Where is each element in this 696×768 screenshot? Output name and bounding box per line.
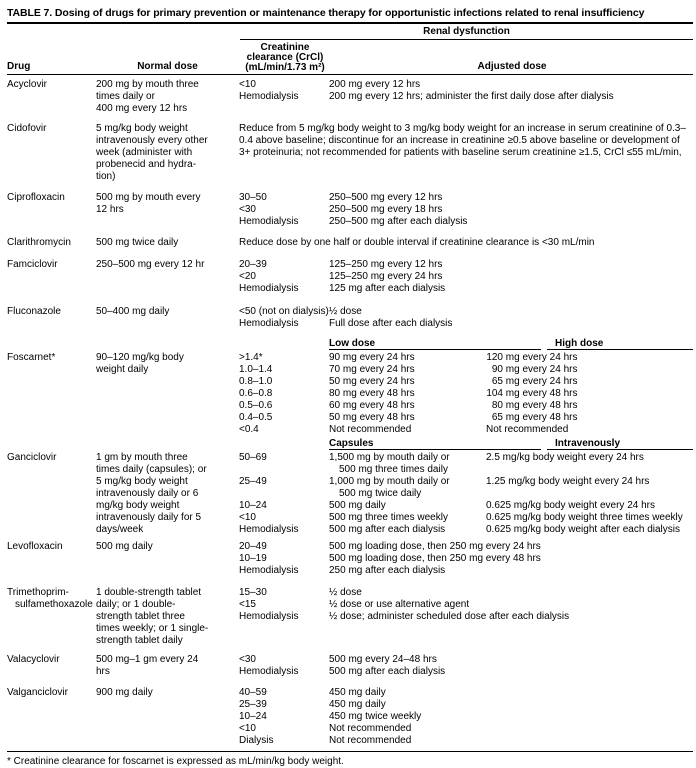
text-line: sulfamethoxazole (15, 599, 93, 610)
drug-entry (7, 654, 693, 678)
text-line: times weekly; or 1 single- (96, 623, 209, 634)
dose-row (239, 306, 693, 318)
crcl-value: 15–30 (239, 587, 267, 598)
crcl-value: Hemodialysis (239, 611, 299, 622)
dose-row (239, 553, 693, 565)
renal-dysfunction-cell (239, 587, 693, 623)
adjusted-dose: 200 mg every 12 hrs; administer the first daily dose after dialysis (329, 91, 614, 102)
dose-col2-value: 0.625 mg/kg body weight every 24 hrs (486, 500, 655, 511)
text-line: Not recommended (329, 424, 412, 435)
crcl-value: Hemodialysis (239, 666, 299, 677)
renal-dysfunction-cell (239, 541, 693, 577)
text-line: daily; or 1 double- (96, 599, 176, 610)
drug-name (7, 339, 96, 364)
adjusted-dose-note: 3+ proteinuria; not recommended for patients with baseline serum creatinine ≥1.5, CrCl ≤55 mL/min, (239, 147, 682, 158)
adjusted-dose: ½ dose (329, 587, 362, 598)
dose-row (239, 424, 693, 436)
dose-row (239, 687, 693, 699)
col-header-normal-dose: Normal dose (137, 61, 198, 72)
adjusted-dose: 125–250 mg every 24 hrs (329, 271, 443, 282)
drug-name (7, 541, 96, 553)
crcl-value: <50 (not on dialysis) (239, 306, 329, 317)
text-line: 5 mg/kg body weight (96, 476, 188, 487)
text-line: 90 mg every 24 hrs (329, 352, 415, 363)
drug-entry (7, 306, 693, 330)
crcl-value: 0.5–0.6 (239, 400, 273, 411)
text-line: strength tablet three (96, 611, 185, 622)
text-line: 500 mg twice daily (96, 237, 179, 248)
text-line: 60 mg every 48 hrs (329, 400, 415, 411)
crcl-value: <10 (239, 723, 256, 734)
drug-name (7, 123, 96, 135)
text-line: 80 mg every 48 hrs (329, 388, 415, 399)
text-line: 1 double-strength tablet (96, 587, 202, 598)
text-line: strength tablet daily (96, 635, 183, 646)
normal-dose (96, 123, 239, 183)
dose-col1-value (329, 452, 486, 476)
text-line: Valacyclovir (7, 654, 60, 665)
text-line: 50 mg every 24 hrs (329, 376, 415, 387)
col-header-adjusted-dose: Adjusted dose (477, 61, 547, 72)
dose-col2-value: 65 mg every 48 hrs (486, 412, 693, 424)
drug-name (7, 439, 96, 464)
dose-row (239, 565, 693, 577)
adjusted-dose: Full dose after each dialysis (329, 318, 453, 329)
drug-name (7, 79, 96, 91)
renal-dysfunction-cell (239, 192, 693, 228)
dose-row (239, 512, 693, 524)
dose-col1-value (329, 424, 486, 436)
crcl-value: <0.4 (239, 424, 259, 435)
dose-row (239, 723, 693, 735)
text-line: times daily (capsules); or (96, 464, 207, 475)
text-line: 12 hrs (96, 204, 124, 215)
adjusted-dose: Not recommended (329, 723, 412, 734)
dose-col1-value (329, 376, 486, 388)
dose-col1-value (329, 400, 486, 412)
text-line: 5 mg/kg body weight (96, 123, 188, 134)
crcl-value: <15 (239, 599, 256, 610)
dose-row (239, 412, 693, 424)
text-line: 500 mg daily (96, 541, 153, 552)
text-line: Acyclovir (7, 79, 48, 90)
dose-row (239, 216, 693, 228)
renal-dysfunction-cell (239, 79, 693, 103)
adjusted-dose: 500 mg loading dose, then 250 mg every 24 hrs (329, 541, 541, 552)
crcl-header-line: (mL/min/1.73 m²) (245, 62, 325, 73)
dose-row (239, 587, 693, 599)
text-line: 500 mg after each dialysis (329, 524, 446, 535)
crcl-value: 50–69 (239, 452, 267, 463)
dose-row (239, 611, 693, 623)
renal-dysfunction-cell (239, 306, 693, 330)
text-line: times daily or (96, 91, 155, 102)
text-line: Ganciclovir (7, 452, 57, 463)
dose-col2-value: 104 mg every 48 hrs (486, 388, 578, 399)
dose-row (239, 541, 693, 553)
dose-row (239, 666, 693, 678)
text-line: 500 mg three times weekly (329, 512, 448, 523)
renal-dysfunction-group-header: Renal dysfunction (240, 26, 693, 40)
dose-col1-value (329, 412, 486, 424)
crcl-value: Hemodialysis (239, 318, 299, 329)
dose-col2-value: Not recommended (486, 424, 569, 435)
text-line: intravenously every other (96, 135, 208, 146)
text-line: 1 gm by mouth three (96, 452, 188, 463)
dose-row (239, 364, 693, 376)
normal-dose (96, 306, 239, 318)
crcl-value: Hemodialysis (239, 91, 299, 102)
dose-col1-value (329, 364, 486, 376)
text-line: Ciprofloxacin (7, 192, 65, 203)
dose-row (239, 699, 693, 711)
adjusted-dose: 250–500 mg every 12 hrs (329, 192, 443, 203)
crcl-value: <20 (239, 271, 256, 282)
table-body (7, 79, 693, 747)
sub-col-header: Capsules (329, 439, 541, 450)
drug-name (7, 654, 96, 666)
text-line: tion) (96, 171, 116, 182)
adjusted-dose: 250–500 mg every 18 hrs (329, 204, 443, 215)
dose-number: 120 (486, 352, 503, 363)
drug-entry (7, 259, 693, 295)
drug-entry (7, 123, 693, 183)
dose-row (239, 259, 693, 271)
text-line: Foscarnet* (7, 352, 56, 363)
dose-number: 65 (491, 376, 503, 387)
dose-col1-value (329, 388, 486, 400)
drug-entry (7, 687, 693, 747)
renal-dysfunction-cell (239, 687, 693, 747)
crcl-value: Hemodialysis (239, 216, 299, 227)
dose-row (239, 271, 693, 283)
crcl-value: 10–24 (239, 500, 267, 511)
drug-name (7, 192, 96, 204)
text-line: mg/kg body weight (96, 500, 180, 511)
crcl-value: Hemodialysis (239, 524, 299, 535)
crcl-value: 25–49 (239, 476, 267, 487)
crcl-value: 20–49 (239, 541, 267, 552)
dose-row (239, 376, 693, 388)
normal-dose (96, 654, 239, 678)
text-line: Fluconazole (7, 306, 61, 317)
dose-col1-value (329, 352, 486, 364)
adjusted-dose: Not recommended (329, 735, 412, 746)
crcl-value: 0.6–0.8 (239, 388, 273, 399)
dose-row (239, 654, 693, 666)
col-header-drug: Drug (7, 61, 31, 72)
adjusted-dose: 125–250 mg every 12 hrs (329, 259, 443, 270)
normal-dose (96, 587, 239, 647)
adjusted-dose-note: Reduce dose by one half or double interval if creatinine clearance is <30 mL/min (239, 237, 595, 248)
dose-row (239, 500, 693, 512)
text-line: 500 mg by mouth every (96, 192, 201, 203)
crcl-value: 10–24 (239, 711, 267, 722)
adjusted-dose: ½ dose (329, 306, 362, 317)
crcl-value: <10 (239, 512, 256, 523)
dose-row (239, 318, 693, 330)
adjusted-dose: 500 mg loading dose, then 250 mg every 48 hrs (329, 553, 541, 564)
renal-dysfunction-cell (239, 654, 693, 678)
crcl-value: <10 (239, 79, 256, 90)
crcl-value: >1.4* (239, 352, 263, 363)
text-line: Valganciclovir (7, 687, 68, 698)
crcl-value: 40–59 (239, 687, 267, 698)
adjusted-dose: 250 mg after each dialysis (329, 565, 446, 576)
drug-entry (7, 339, 693, 436)
adjusted-dose: 450 mg twice weekly (329, 711, 422, 722)
sub-column-headers (329, 339, 693, 350)
adjusted-dose: 500 mg after each dialysis (329, 666, 446, 677)
dose-row (239, 283, 693, 295)
text-line: probenecid and hydra- (96, 159, 197, 170)
text-line: Levofloxacin (7, 541, 63, 552)
crcl-value: 0.8–1.0 (239, 376, 273, 387)
normal-dose (96, 339, 239, 376)
text-line: hrs (96, 666, 110, 677)
drug-name (7, 237, 96, 249)
crcl-header-line: clearance (CrCl) (246, 52, 324, 63)
crcl-value: 0.4–0.5 (239, 412, 273, 423)
text-line: 50 mg every 48 hrs (329, 412, 415, 423)
dose-row (239, 91, 693, 103)
crcl-value: 1.0–1.4 (239, 364, 273, 375)
dose-col1-value (329, 476, 486, 500)
drug-entry (7, 79, 693, 115)
text-line: 250–500 mg every 12 hr (96, 259, 205, 270)
crcl-value: 25–39 (239, 699, 267, 710)
crcl-value: 10–19 (239, 553, 267, 564)
normal-dose (96, 79, 239, 115)
text-line: 90–120 mg/kg body (96, 352, 184, 363)
crcl-header-line: Creatinine (260, 42, 310, 53)
dose-row (239, 204, 693, 216)
text-line: weight daily (96, 364, 149, 375)
text-line: 1,000 mg by mouth daily or (329, 476, 450, 487)
text-line: 500 mg three times daily (339, 464, 448, 475)
normal-dose (96, 541, 239, 553)
dose-col2-value: 2.5 mg/kg body weight every 24 hrs (486, 452, 644, 463)
renal-dysfunction-cell (239, 123, 693, 159)
drug-name (7, 587, 96, 611)
renal-dysfunction-cell (239, 259, 693, 295)
dose-row (239, 735, 693, 747)
text-line: 200 mg by mouth three (96, 79, 199, 90)
text-line: 50–400 mg daily (96, 306, 170, 317)
normal-dose (96, 439, 239, 536)
drug-entry (7, 192, 693, 228)
dose-row (239, 711, 693, 723)
text-line: Clarithromycin (7, 237, 71, 248)
dose-number: 80 (491, 400, 503, 411)
dose-row (239, 79, 693, 91)
adjusted-dose-note: 0.4 above baseline; discontinue for an increase in creatinine ≥0.5 above baseline or development of (239, 135, 680, 146)
column-header-row (7, 43, 693, 75)
adjusted-dose: 500 mg every 24–48 hrs (329, 654, 437, 665)
normal-dose (96, 237, 239, 249)
sub-col-header: Low dose (329, 339, 541, 350)
sub-col-header: High dose (547, 339, 693, 350)
adjusted-dose: 125 mg after each dialysis (329, 283, 446, 294)
dose-number: 90 (491, 364, 503, 375)
sub-column-headers (329, 439, 693, 450)
dose-col2-value: 1.25 mg/kg body weight every 24 hrs (486, 476, 650, 487)
dose-col2-value: 0.625 mg/kg body weight after each dialysis (486, 524, 680, 535)
adjusted-dose-note: Reduce from 5 mg/kg body weight to 3 mg/kg body weight for an increase in serum creatinine of 0.3– (239, 123, 686, 134)
dose-row (239, 524, 693, 536)
drug-name (7, 259, 96, 271)
dose-col2-value: 0.625 mg/kg body weight three times weekly (486, 512, 683, 523)
adjusted-dose: 250–500 mg after each dialysis (329, 216, 468, 227)
dose-row (239, 599, 693, 611)
drug-name (7, 306, 96, 318)
col-header-crcl (239, 43, 331, 73)
adjusted-dose: 200 mg every 12 hrs (329, 79, 421, 90)
dose-col2-value: 65 mg every 24 hrs (486, 376, 693, 388)
normal-dose (96, 192, 239, 216)
adjusted-dose: ½ dose or use alternative agent (329, 599, 470, 610)
dose-row (239, 476, 693, 500)
sub-col-header: Intravenously (547, 439, 693, 450)
dose-col1-value (329, 524, 486, 536)
crcl-value: Hemodialysis (239, 565, 299, 576)
normal-dose (96, 259, 239, 271)
renal-dysfunction-cell (239, 439, 693, 536)
text-line: Cidofovir (7, 123, 47, 134)
adjusted-dose: 450 mg daily (329, 687, 386, 698)
dose-row (239, 352, 693, 364)
crcl-value: <30 (239, 654, 256, 665)
footnote: * Creatinine clearance for foscarnet is expressed as mL/min/kg body weight. (7, 756, 344, 767)
text-line: 500 mg twice daily (339, 488, 422, 499)
renal-dysfunction-cell (239, 339, 693, 436)
dose-row (239, 452, 693, 476)
table-title: TABLE 7. Dosing of drugs for primary prevention or maintenance therapy for opportunistic infections related to renal insufficiency (7, 8, 693, 24)
dose-row (239, 400, 693, 412)
dose-col2-value: 90 mg every 24 hrs (486, 364, 693, 376)
crcl-value: <30 (239, 204, 256, 215)
drug-entry (7, 587, 693, 647)
text-line: week (administer with (96, 147, 193, 158)
text-line: Famciclovir (7, 259, 58, 270)
text-line: intravenously daily or 6 (96, 488, 199, 499)
text-line: Trimethoprim- (7, 587, 69, 598)
dose-number: 65 (491, 412, 503, 423)
drug-entry (7, 237, 693, 249)
renal-dysfunction-cell (239, 237, 693, 249)
adjusted-dose: ½ dose; administer scheduled dose after each dialysis (329, 611, 570, 622)
text-line: 900 mg daily (96, 687, 153, 698)
bottom-rule (7, 751, 693, 752)
text-line: days/week (96, 524, 144, 535)
normal-dose (96, 687, 239, 699)
text-line: 400 mg every 12 hrs (96, 103, 188, 114)
dose-col1-value (329, 512, 486, 524)
drug-entry (7, 439, 693, 536)
text-line: 500 mg daily (329, 500, 386, 511)
dose-col2-value: 80 mg every 48 hrs (486, 400, 693, 412)
crcl-value: Hemodialysis (239, 283, 299, 294)
crcl-value: 20–39 (239, 259, 267, 270)
text-line: 1,500 mg by mouth daily or (329, 452, 450, 463)
text-line: intravenously daily for 5 (96, 512, 202, 523)
dose-row (239, 388, 693, 400)
text-line: 500 mg–1 gm every 24 (96, 654, 199, 665)
dose-number: 104 (486, 388, 503, 399)
dose-col1-value (329, 500, 486, 512)
crcl-value: Dialysis (239, 735, 274, 746)
text-line: 70 mg every 24 hrs (329, 364, 415, 375)
drug-entry (7, 541, 693, 577)
drug-name (7, 687, 96, 699)
dose-col2-value: 120 mg every 24 hrs (486, 352, 578, 363)
dose-row (239, 192, 693, 204)
adjusted-dose: 450 mg daily (329, 699, 386, 710)
crcl-value: 30–50 (239, 192, 267, 203)
